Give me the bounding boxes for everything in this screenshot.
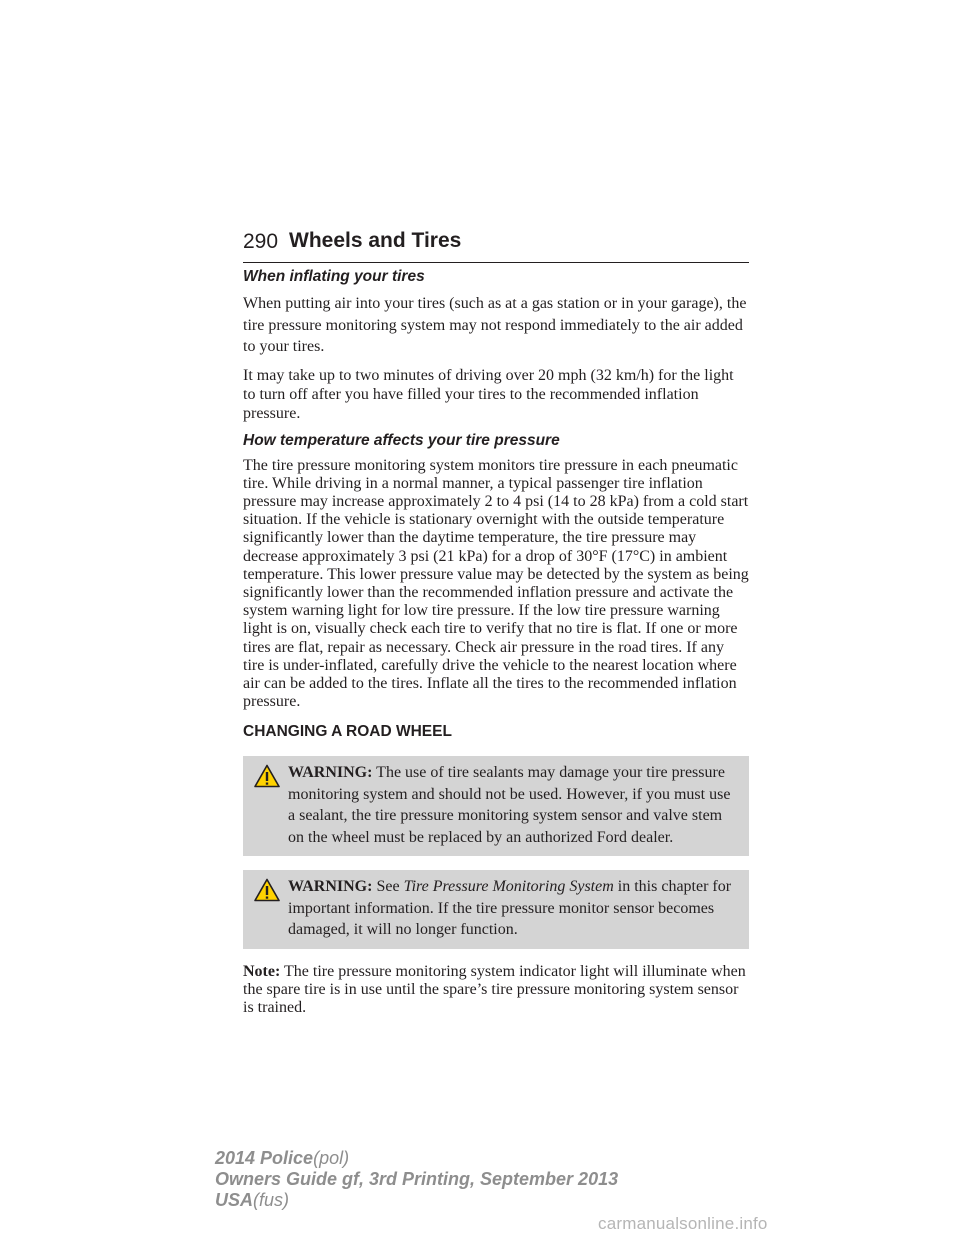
footer-model: 2014 Police xyxy=(215,1148,314,1168)
tpms-reference-link: Tire Pressure Monitoring System xyxy=(403,878,614,896)
warning-triangle-icon xyxy=(254,878,280,902)
footer-model-code: (pol) xyxy=(313,1148,350,1168)
temperature-heading: How temperature affects your tire pressure xyxy=(243,431,560,449)
footer-line-2: Owners Guide gf, 3rd Printing, September 2013 xyxy=(215,1169,619,1189)
warning-box-sealant xyxy=(243,756,749,856)
warning-body: The use of tire sealants may damage your tire pressure monitoring system and should not be used. However, if you must use a sealant, the tire pressure monitoring system sensor and valve stem on the wheel must be replaced by an authorized Ford dealer. xyxy=(288,764,731,846)
document-footer xyxy=(215,1148,618,1211)
inflating-paragraph-2: It may take up to two minutes of driving over 20 mph (32 km/h) for the light to turn off after you have filled your tires to the recommended inflation pressure. xyxy=(243,366,734,422)
inflating-heading: When inflating your tires xyxy=(243,268,425,285)
changing-wheel-heading: CHANGING A ROAD WHEEL xyxy=(243,723,452,741)
watermark: carmanualsonline.info xyxy=(598,1214,768,1233)
note-text: The tire pressure monitoring system indicator light will illuminate when the spare tire is in use until the spare’s tire pressure monitoring system sensor is trained. xyxy=(243,962,746,1017)
footer-line-1 xyxy=(215,1148,618,1169)
chapter-title: Wheels and Tires xyxy=(289,229,462,252)
warning-post: in this chapter for important information. If the tire pressure monitor sensor becomes damaged, it will no longer function. xyxy=(288,878,732,939)
footer-line-3 xyxy=(215,1190,618,1211)
footer-market-code: (fus) xyxy=(253,1190,290,1210)
inflating-paragraph-1: When putting air into your tires (such as at a gas station or in your garage), the tire pressure monitoring system may not respond immediately to the air added to your tires. xyxy=(243,295,747,355)
warning-text-sealant xyxy=(243,762,741,848)
note-paragraph xyxy=(243,963,749,1018)
warning-label: WARNING: xyxy=(288,878,373,896)
warning-text-tpms xyxy=(243,876,741,941)
footer-market: USA xyxy=(215,1190,254,1210)
page-header xyxy=(243,228,749,263)
warning-box-tpms xyxy=(243,870,749,949)
note-label: Note: xyxy=(243,962,281,980)
page-number: 290 xyxy=(243,230,279,253)
page-content xyxy=(243,267,749,1025)
warning-label: WARNING: xyxy=(288,764,373,782)
temperature-paragraph: The tire pressure monitoring system monitors tire pressure in each pneumatic tire. While driving in a normal manner, a typical passenger tire inflation pressure may increase approximately 2 to 4 psi (14 to 28 kPa) from a cold start situation. If the vehicle is stationary overnight with the outside temperature significantly lower than the daytime temperature, the tire pressure may decrease approximately 3 psi (21 kPa) for a drop of 30°F (17°C) in ambient temperature. This lower pressure value may be detected by the system as being significantly lower than the recommended inflation pressure and activate the system warning light for low tire pressure. If the low tire pressure warning light is on, visually check each tire to verify that no tire is flat. If one or more tires are flat, repair as necessary. Check air pressure in the road tires. If any tire is under-inflated, carefully drive the vehicle to the nearest location where air can be added to the tires. Inflate all the tires to the recommended inflation pressure. xyxy=(243,456,749,711)
warning-triangle-icon xyxy=(254,764,280,788)
warning-pre: See xyxy=(376,878,404,896)
